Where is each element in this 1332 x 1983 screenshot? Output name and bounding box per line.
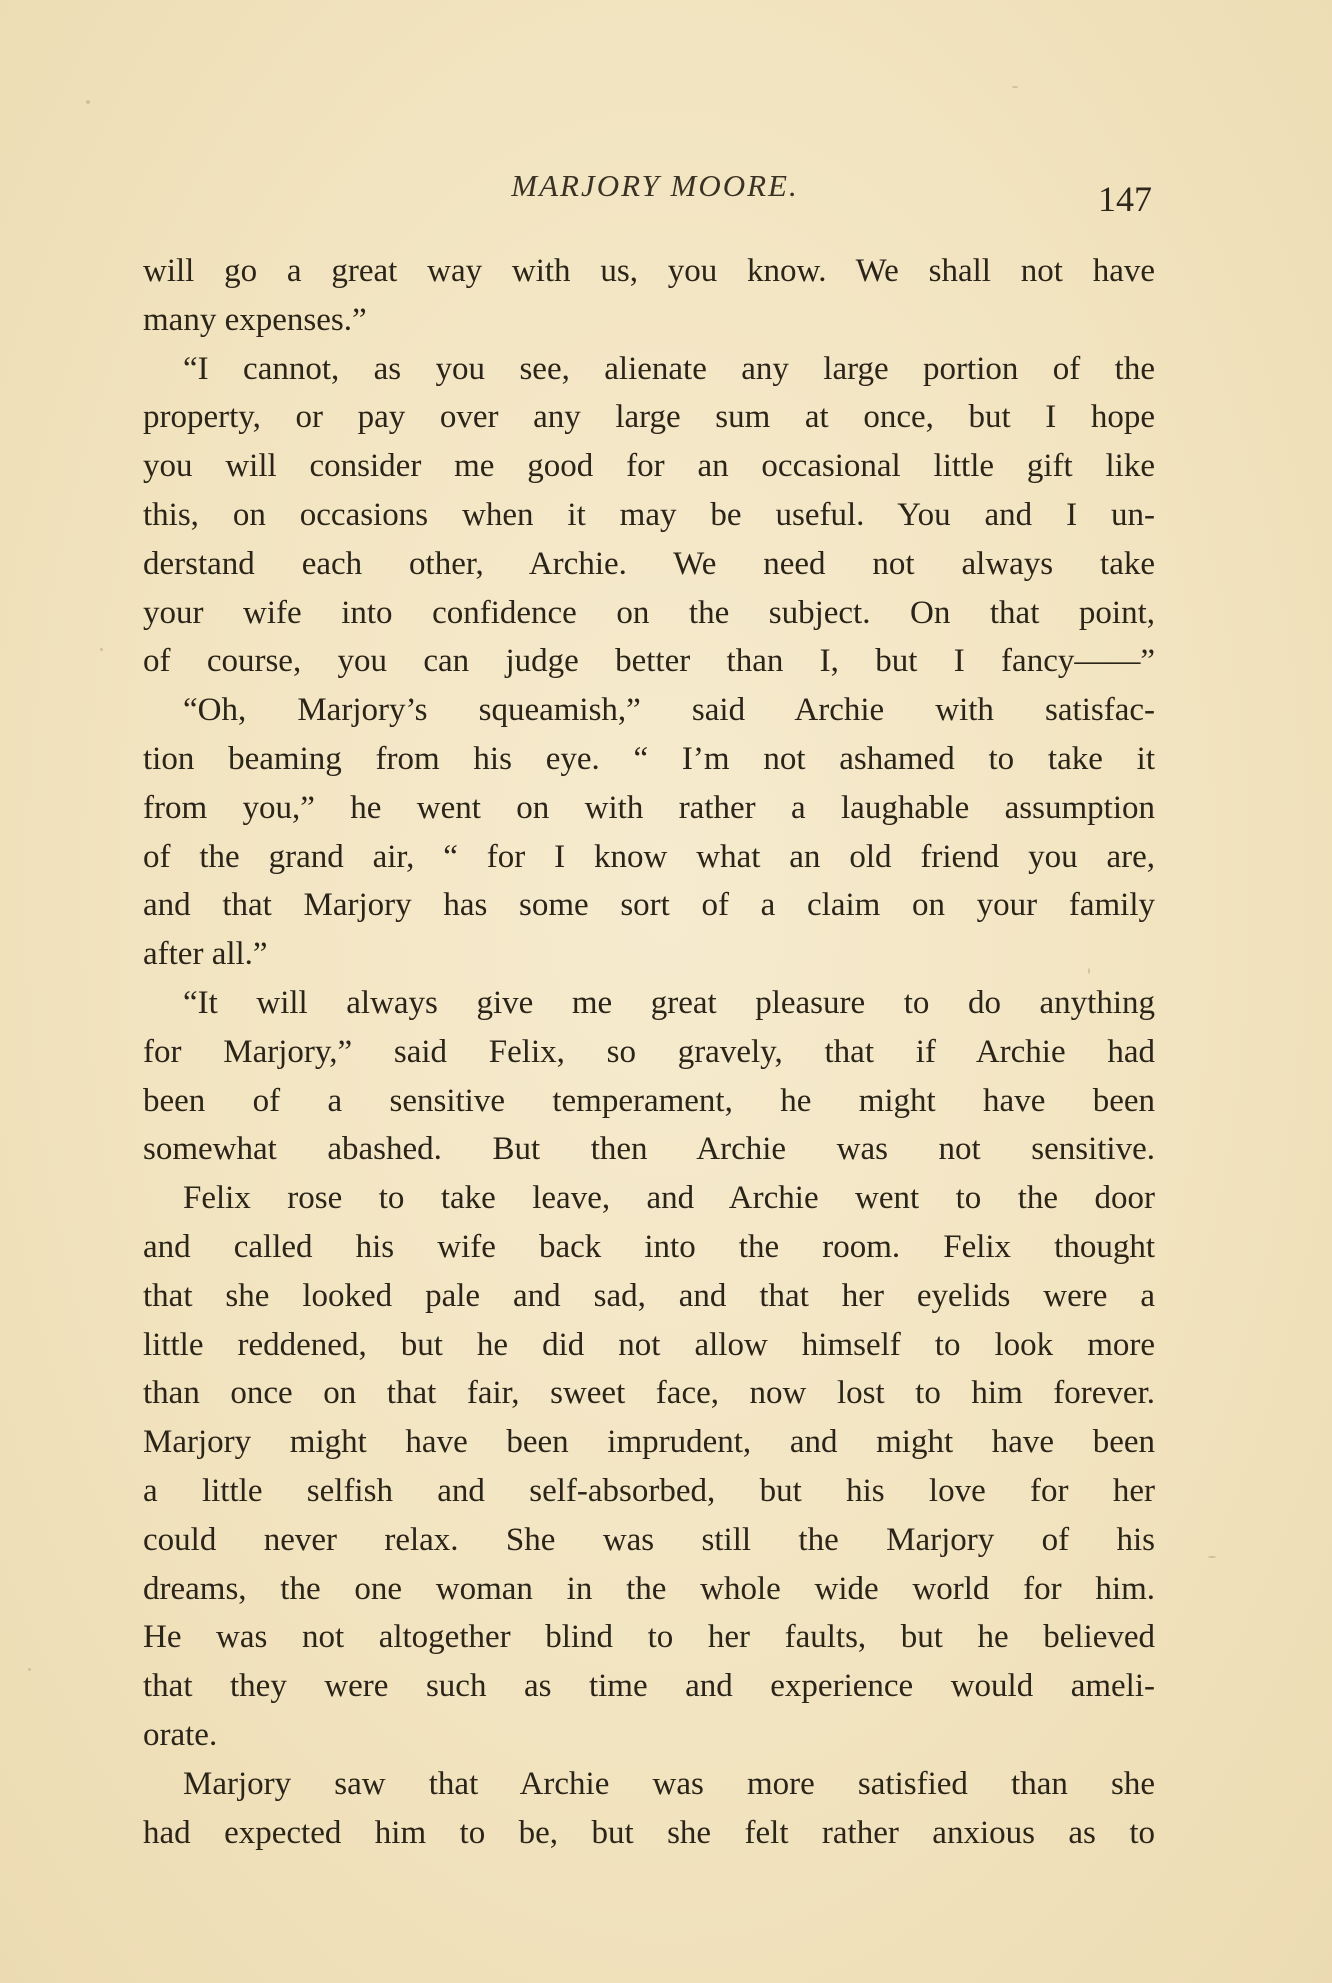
text-line: from you,” he went on with rather a laughable assumption: [143, 789, 1155, 826]
paper-speck: [1012, 86, 1018, 88]
paper-speck: [28, 1668, 31, 1671]
text-line: “I cannot, as you see, alienate any large portion of the: [183, 350, 1155, 387]
text-line: could never relax. She was still the Marjory of his: [143, 1521, 1155, 1558]
text-line: that she looked pale and sad, and that her eyelids were a: [143, 1277, 1155, 1314]
text-line: “Oh, Marjory’s squeamish,” said Archie with satisfac-: [183, 692, 1155, 729]
page-number: 147: [1098, 179, 1152, 219]
text-line: orate.: [143, 1716, 218, 1753]
text-line: had expected him to be, but she felt rather anxious as to: [143, 1814, 1155, 1851]
text-line: of course, you can judge better than I, but I fancy——”: [143, 643, 1155, 680]
text-line: and that Marjory has some sort of a claim on your family: [143, 887, 1155, 924]
text-line: many expenses.”: [143, 301, 367, 338]
paper-speck: [1088, 968, 1090, 974]
body-text: [143, 247, 1155, 1857]
text-line: property, or pay over any large sum at once, but I hope: [143, 399, 1155, 436]
text-line: somewhat abashed. But then Archie was not sensitive.: [143, 1131, 1155, 1168]
text-line: Marjory might have been imprudent, and might have been: [143, 1424, 1155, 1461]
text-line: He was not altogether blind to her faults, but he believed: [143, 1619, 1155, 1656]
text-line: little reddened, but he did not allow himself to look more: [143, 1326, 1155, 1363]
text-line: you will consider me good for an occasional little gift like: [143, 448, 1155, 485]
text-line: this, on occasions when it may be useful. You and I un-: [143, 496, 1155, 533]
text-line: than once on that fair, sweet face, now lost to him forever.: [143, 1375, 1155, 1412]
text-line: and called his wife back into the room. Felix thought: [143, 1228, 1155, 1265]
text-line: a little selfish and self-absorbed, but his love for her: [143, 1472, 1155, 1509]
text-line: for Marjory,” said Felix, so gravely, that if Archie had: [143, 1033, 1155, 1070]
text-line: derstand each other, Archie. We need not always take: [143, 545, 1155, 582]
text-line: your wife into confidence on the subject. On that point,: [143, 594, 1155, 631]
text-line: been of a sensitive temperament, he might have been: [143, 1082, 1155, 1119]
text-line: that they were such as time and experience would ameli-: [143, 1668, 1155, 1705]
text-line: Felix rose to take leave, and Archie went to the door: [183, 1180, 1155, 1217]
paper-speck: [86, 100, 90, 104]
text-line: dreams, the one woman in the whole wide world for him.: [143, 1570, 1155, 1607]
paper-speck: [100, 648, 103, 651]
text-line: of the grand air, “ for I know what an old friend you are,: [143, 838, 1155, 875]
text-line: tion beaming from his eye. “ I’m not ashamed to take it: [143, 740, 1155, 777]
text-line: will go a great way with us, you know. We shall not have: [143, 253, 1155, 289]
text-line: Marjory saw that Archie was more satisfied than she: [183, 1765, 1155, 1802]
text-line: after all.”: [143, 936, 268, 973]
paper-speck: [1208, 1556, 1216, 1558]
running-title: MARJORY MOORE.: [511, 168, 799, 203]
text-line: “It will always give me great pleasure to do anything: [183, 984, 1155, 1021]
